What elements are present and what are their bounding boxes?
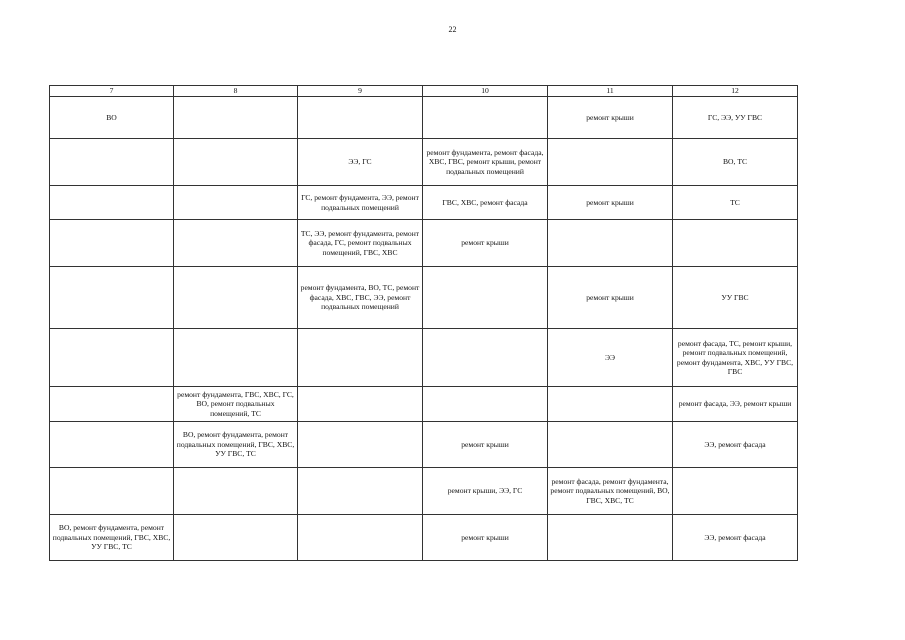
table-cell: [174, 220, 298, 267]
column-header: 7: [50, 86, 174, 97]
table-cell: ТС: [673, 186, 798, 220]
table-row: [50, 267, 798, 329]
table-cell: [673, 468, 798, 515]
table-cell: [298, 329, 423, 387]
column-header: 11: [548, 86, 673, 97]
table-cell: [298, 97, 423, 139]
table-cell: ГВС, ХВС, ремонт фасада: [423, 186, 548, 220]
column-header: 12: [673, 86, 798, 97]
table-cell: [298, 468, 423, 515]
table-cell: ремонт крыши: [423, 422, 548, 468]
table-cell: [174, 97, 298, 139]
table-row: [50, 186, 798, 220]
table-cell: ремонт фасада, ЭЭ, ремонт крыши: [673, 387, 798, 422]
table-cell: ВО: [50, 97, 174, 139]
table-cell: [673, 220, 798, 267]
header-row: [50, 86, 798, 97]
table-cell: ремонт фундамента, ВО, ТС, ремонт фасада, ХВС, ГВС, ЭЭ, ремонт подвальных помещений: [298, 267, 423, 329]
table-cell: ремонт крыши: [423, 515, 548, 561]
column-header: 10: [423, 86, 548, 97]
table-cell: УУ ГВС: [673, 267, 798, 329]
table-cell: [174, 186, 298, 220]
table-cell: ремонт фундамента, ремонт фасада, ХВС, ГВС, ремонт крыши, ремонт подвальных помещений: [423, 139, 548, 186]
table-cell: ЭЭ, ремонт фасада: [673, 422, 798, 468]
table-cell: ремонт фасада, ТС, ремонт крыши, ремонт подвальных помещений, ремонт фундамента, ХВС, УУ ГВС, ГВС: [673, 329, 798, 387]
table-cell: ремонт фасада, ремонт фундамента, ремонт подвальных помещений, ВО, ГВС, ХВС, ТС: [548, 468, 673, 515]
table-row: [50, 387, 798, 422]
table-cell: [174, 468, 298, 515]
table-cell: ремонт крыши: [548, 186, 673, 220]
table-cell: ГС, ЭЭ, УУ ГВС: [673, 97, 798, 139]
table-row: [50, 220, 798, 267]
table-cell: [50, 139, 174, 186]
table-cell: [298, 387, 423, 422]
table-cell: [548, 387, 673, 422]
column-header: 9: [298, 86, 423, 97]
table-cell: ЭЭ: [548, 329, 673, 387]
table-cell: [50, 267, 174, 329]
table-cell: [548, 139, 673, 186]
table-cell: [174, 267, 298, 329]
table-cell: ВО, ремонт фундамента, ремонт подвальных помещений, ГВС, ХВС, УУ ГВС, ТС: [174, 422, 298, 468]
table-cell: [174, 329, 298, 387]
table-cell: ремонт крыши: [548, 97, 673, 139]
table-cell: [50, 387, 174, 422]
table-cell: [423, 387, 548, 422]
table-cell: ТС, ЭЭ, ремонт фундамента, ремонт фасада, ГС, ремонт подвальных помещений, ГВС, ХВС: [298, 220, 423, 267]
table-row: [50, 422, 798, 468]
table-cell: [298, 422, 423, 468]
table-row: [50, 329, 798, 387]
table-cell: ремонт крыши: [423, 220, 548, 267]
table-cell: ремонт крыши: [548, 267, 673, 329]
table-cell: [548, 515, 673, 561]
column-header: 8: [174, 86, 298, 97]
table-cell: ЭЭ, ГС: [298, 139, 423, 186]
table-cell: [50, 186, 174, 220]
table-cell: [50, 468, 174, 515]
table-cell: ремонт фундамента, ГВС, ХВС, ГС, ВО, ремонт подвальных помещений, ТС: [174, 387, 298, 422]
table-cell: [50, 220, 174, 267]
table-cell: ВО, ремонт фундамента, ремонт подвальных помещений, ГВС, ХВС, УУ ГВС, ТС: [50, 515, 174, 561]
table-cell: ГС, ремонт фундамента, ЭЭ, ремонт подвальных помещений: [298, 186, 423, 220]
table-cell: [50, 422, 174, 468]
table-cell: [174, 139, 298, 186]
table-cell: [174, 515, 298, 561]
repair-schedule-table: [49, 85, 798, 561]
table-cell: ВО, ТС: [673, 139, 798, 186]
table-cell: [548, 422, 673, 468]
table-cell: ЭЭ, ремонт фасада: [673, 515, 798, 561]
table-cell: [50, 329, 174, 387]
table-row: [50, 515, 798, 561]
table-cell: [298, 515, 423, 561]
table-cell: [423, 267, 548, 329]
table-cell: [423, 329, 548, 387]
table-cell: [423, 97, 548, 139]
page-number: 22: [448, 25, 457, 34]
table-row: [50, 97, 798, 139]
table-row: [50, 139, 798, 186]
table-row: [50, 468, 798, 515]
table-cell: ремонт крыши, ЭЭ, ГС: [423, 468, 548, 515]
table-cell: [548, 220, 673, 267]
